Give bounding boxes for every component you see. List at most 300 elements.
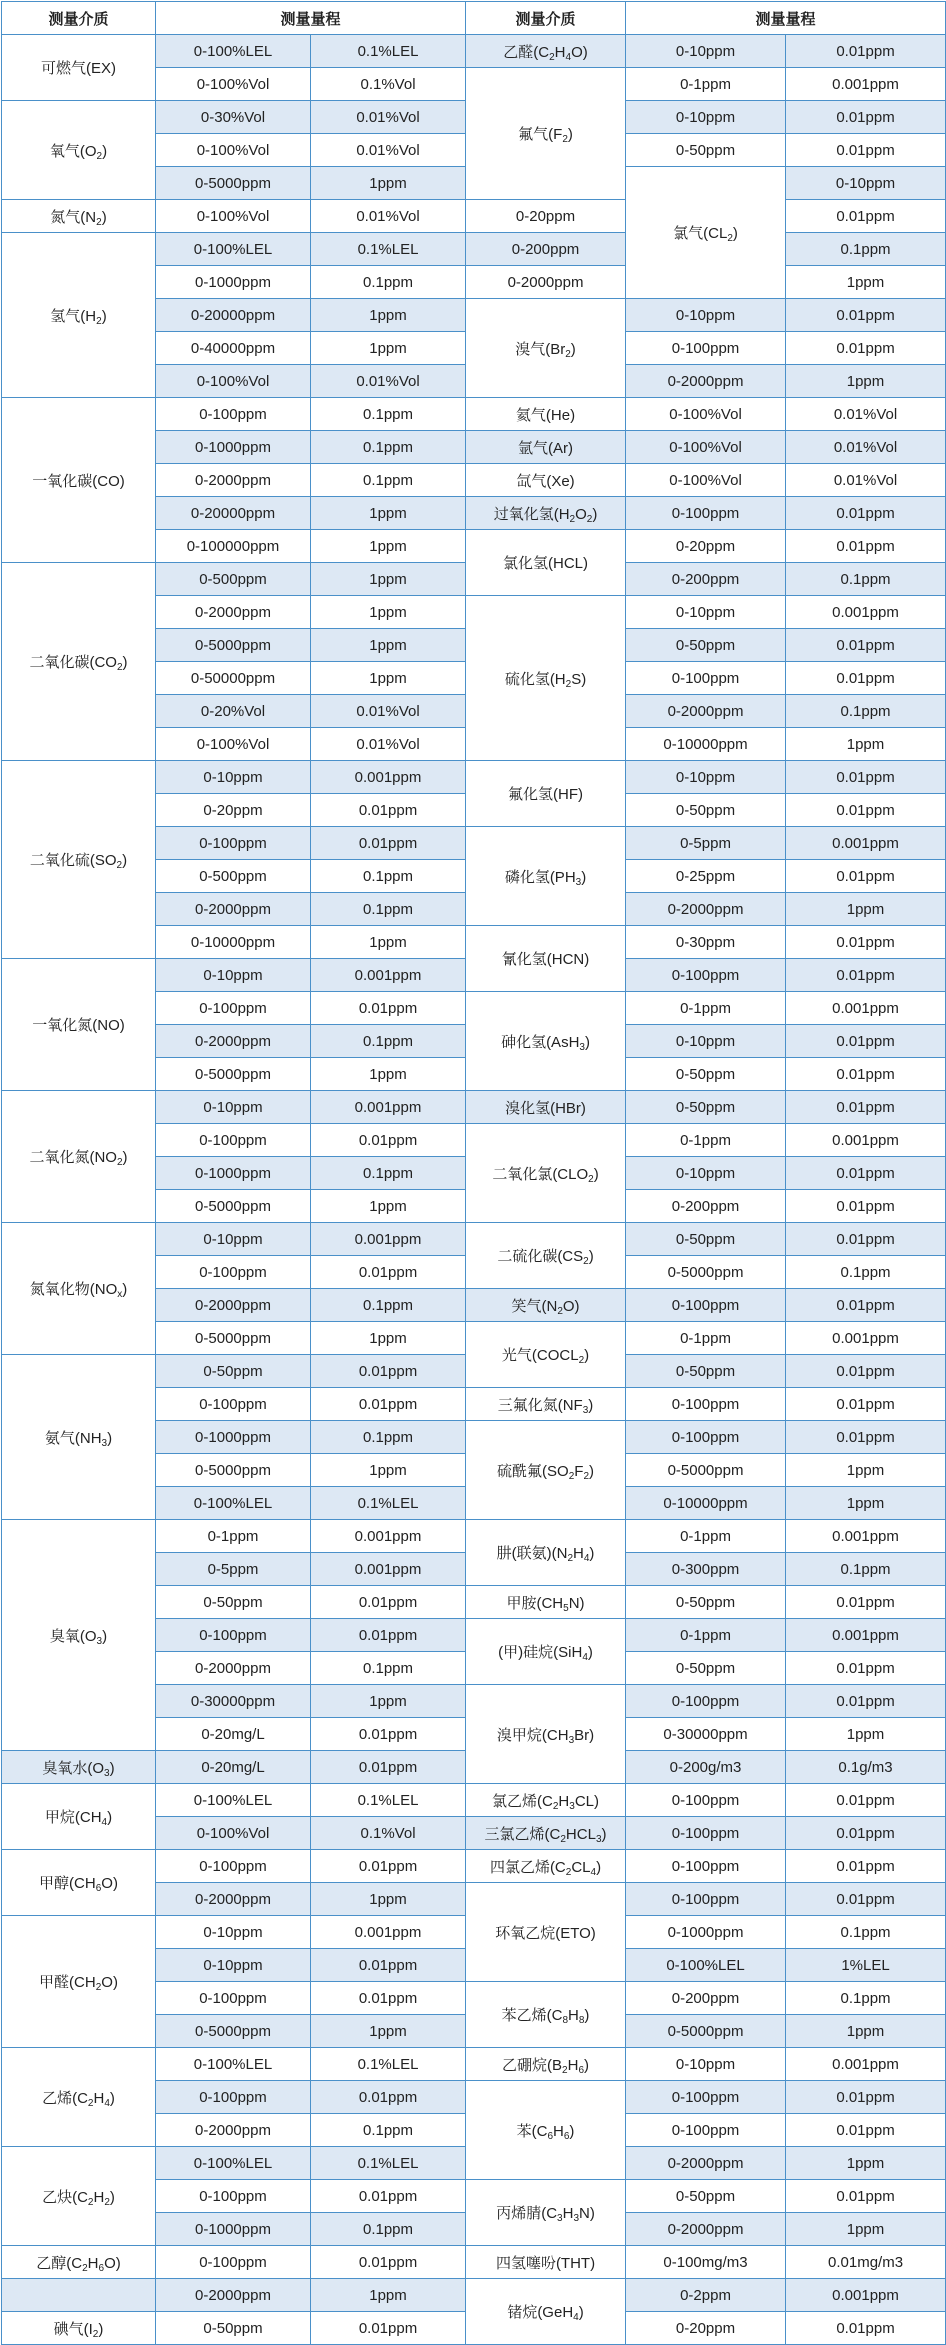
range-value-left: 0-5000ppm: [156, 1322, 311, 1355]
gas-name-text: ): [584, 2056, 589, 2074]
formula-subscript: 2: [727, 233, 733, 244]
gas-medium-right: [466, 68, 626, 200]
resolution-value-left: 0.01%Vol: [311, 695, 466, 728]
gas-name-text: H: [573, 1545, 584, 1562]
range-value-right: 0-200ppm: [626, 1190, 786, 1223]
formula-subscript: 4: [104, 2097, 110, 2109]
table-row: [2, 1223, 946, 1256]
gas-name-text: H: [93, 2188, 105, 2206]
range-value-right: 0-20ppm: [466, 200, 626, 233]
resolution-value-left: 0.01ppm: [311, 1586, 466, 1619]
resolution-value-right: 0.01ppm: [786, 1190, 946, 1223]
range-value-left: 0-1000ppm: [156, 2213, 311, 2246]
gas-name-text: ): [101, 208, 107, 226]
range-value-left: 0-20mg/L: [156, 1718, 311, 1751]
gas-medium-right: [466, 1883, 626, 1982]
range-value-left: 0-2000ppm: [156, 2279, 311, 2312]
resolution-value-right: 0.01ppm: [786, 926, 946, 959]
resolution-value-left: 0.01%Vol: [311, 101, 466, 134]
range-value-right: 0-10000ppm: [626, 1487, 786, 1520]
range-value-left: 0-100%LEL: [156, 1784, 311, 1817]
range-value-left: 0-2000ppm: [156, 596, 311, 629]
formula-subscript: 8: [578, 2015, 585, 2026]
gas-medium-right: [466, 398, 626, 431]
range-value-right: 0-100%Vol: [626, 464, 786, 497]
gas-name-text: ): [122, 1281, 128, 1298]
formula-subscript: 2: [549, 51, 555, 63]
resolution-value-right: 0.01ppm: [786, 2180, 946, 2213]
range-value-right: 0-100ppm: [626, 662, 786, 695]
range-value-right: 0-50ppm: [626, 1652, 786, 1685]
gas-medium-right: [466, 431, 626, 464]
table-row: [2, 1091, 946, 1124]
gas-name-text: S): [571, 670, 587, 688]
resolution-value-right: 0.001ppm: [786, 1322, 946, 1355]
gas-medium-right: [466, 2279, 626, 2345]
gas-name-text: N): [568, 1594, 585, 1612]
gas-name-text: 乙醇(C: [36, 2254, 83, 2272]
resolution-value-left: 0.01ppm: [311, 2246, 466, 2279]
range-value-left: 0-20ppm: [156, 794, 311, 827]
gas-medium-right: [466, 1421, 626, 1520]
resolution-value-left: 0.1%LEL: [311, 1487, 466, 1520]
resolution-value-left: 0.1%LEL: [311, 35, 466, 68]
range-value-right: 0-5000ppm: [626, 1454, 786, 1487]
gas-name-text: ): [584, 2007, 590, 2024]
formula-subscript: 2: [96, 150, 103, 162]
range-value-left: 0-2000ppm: [156, 2114, 311, 2147]
resolution-value-left: 1ppm: [311, 563, 466, 596]
gas-medium-right: [466, 2048, 626, 2081]
gas-medium-right: [466, 827, 626, 926]
gas-name-text: H: [553, 2122, 564, 2140]
resolution-value-left: 0.1ppm: [311, 266, 466, 299]
resolution-value-right: 0.01ppm: [786, 101, 946, 134]
resolution-value-left: 1ppm: [311, 1454, 466, 1487]
range-value-left: 0-100ppm: [156, 1982, 311, 2015]
resolution-value-left: 0.01ppm: [311, 1388, 466, 1421]
gas-name-text: 碘气(I: [53, 2320, 93, 2338]
gas-medium-right: [466, 1091, 626, 1124]
gas-medium-left: [2, 2312, 156, 2345]
gas-medium-left: [2, 959, 156, 1091]
range-value-left: 0-50ppm: [156, 1586, 311, 1619]
range-value-right: 0-100ppm: [626, 332, 786, 365]
formula-subscript: 2: [95, 1982, 102, 1993]
formula-subscript: 2: [569, 513, 576, 525]
range-value-left: 0-500ppm: [156, 860, 311, 893]
gas-name-text: ): [589, 1462, 594, 1480]
range-value-right: 0-5000ppm: [626, 2015, 786, 2048]
range-value-left: 0-100%Vol: [156, 68, 311, 101]
formula-subscript: 2: [82, 2262, 88, 2274]
range-value-right: 0-1ppm: [626, 992, 786, 1025]
gas-name-text: ): [102, 142, 108, 160]
formula-subscript: 2: [96, 315, 102, 327]
resolution-value-right: 0.001ppm: [786, 827, 946, 860]
gas-medium-left: [2, 1091, 156, 1223]
range-value-right: 0-20ppm: [626, 530, 786, 563]
gas-name-text: 氟化氢(HF): [508, 786, 584, 803]
gas-name-text: ): [107, 1429, 113, 1447]
range-value-left: 0-1ppm: [156, 1520, 311, 1553]
formula-subscript: 3: [557, 2213, 563, 2224]
gas-medium-right: [466, 299, 626, 398]
resolution-value-right: 0.01ppm: [786, 1421, 946, 1454]
range-value-left: 0-5000ppm: [156, 629, 311, 662]
range-value-left: 0-100%LEL: [156, 233, 311, 266]
gas-name-text: ): [578, 2304, 584, 2321]
gas-name-text: 甲烷(CH: [44, 1809, 102, 1826]
range-value-right: 0-2000ppm: [626, 2147, 786, 2180]
resolution-value-left: 0.01ppm: [311, 1355, 466, 1388]
gas-name-text: HCL: [565, 1825, 596, 1843]
gas-name-text: 氢气(H: [50, 307, 97, 325]
gas-name-text: ): [601, 1825, 607, 1843]
gas-name-text: 臭氧水(O: [42, 1759, 105, 1777]
gas-name-text: 氟气(F: [518, 126, 563, 143]
gas-medium-right: [466, 761, 626, 827]
resolution-value-right: 0.01ppm: [786, 794, 946, 827]
range-value-left: 0-20000ppm: [156, 497, 311, 530]
gas-name-text: 臭氧(O: [49, 1627, 97, 1645]
header-range-left: 测量量程: [156, 2, 466, 35]
table-row: [2, 2279, 946, 2312]
formula-subscript: 3: [96, 1635, 103, 1647]
range-value-right: 0-5000ppm: [626, 1256, 786, 1289]
resolution-value-right: 0.01ppm: [786, 134, 946, 167]
resolution-value-right: 0.1ppm: [786, 1553, 946, 1586]
range-value-right: 0-10ppm: [626, 761, 786, 794]
range-value-right: 0-1ppm: [626, 1124, 786, 1157]
resolution-value-right: 0.01ppm: [786, 1091, 946, 1124]
range-value-right: 0-100ppm: [626, 1784, 786, 1817]
range-value-right: 0-10ppm: [786, 167, 946, 200]
resolution-value-right: 0.1ppm: [786, 1982, 946, 2015]
formula-subscript: 4: [582, 1652, 588, 1663]
formula-subscript: 2: [552, 1800, 559, 1812]
resolution-value-right: 1ppm: [786, 1487, 946, 1520]
formula-subscript: 2: [560, 1833, 566, 1845]
resolution-value-right: 0.01ppm: [786, 1388, 946, 1421]
gas-name-text: 二硫化碳(CS: [497, 1248, 584, 1265]
range-value-right: 0-1ppm: [626, 1619, 786, 1652]
range-value-right: 0-50ppm: [626, 1058, 786, 1091]
gas-medium-right: [466, 596, 626, 761]
resolution-value-left: 0.01ppm: [311, 1619, 466, 1652]
gas-name-text: ): [109, 2089, 115, 2107]
range-value-right: 0-100ppm: [626, 1817, 786, 1850]
range-value-right: 0-100mg/m3: [626, 2246, 786, 2279]
resolution-value-right: 0.01mg/m3: [786, 2246, 946, 2279]
range-value-left: 0-100%Vol: [156, 134, 311, 167]
range-value-left: 0-5000ppm: [156, 167, 311, 200]
resolution-value-left: 1ppm: [311, 497, 466, 530]
gas-name-text: 锗烷(GeH: [507, 2304, 574, 2321]
resolution-value-right: 0.001ppm: [786, 68, 946, 101]
range-value-right: 0-2000ppm: [626, 2213, 786, 2246]
formula-subscript: 4: [583, 1553, 590, 1564]
range-value-left: 0-5000ppm: [156, 2015, 311, 2048]
gas-medium-left: [2, 1520, 156, 1751]
range-value-right: 0-1ppm: [626, 68, 786, 101]
formula-subscript: 6: [95, 1883, 102, 1894]
range-value-left: 0-10ppm: [156, 959, 311, 992]
resolution-value-right: 0.01ppm: [786, 1784, 946, 1817]
resolution-value-left: 0.1ppm: [311, 1289, 466, 1322]
resolution-value-left: 1ppm: [311, 2015, 466, 2048]
gas-name-text: H: [93, 2089, 105, 2107]
resolution-value-right: 0.01ppm: [786, 1289, 946, 1322]
range-value-left: 0-100000ppm: [156, 530, 311, 563]
resolution-value-right: 0.1ppm: [786, 1256, 946, 1289]
resolution-value-left: 0.1%LEL: [311, 2147, 466, 2180]
gas-name-text: ): [584, 1033, 590, 1051]
gas-name-text: 甲胺(CH: [506, 1594, 564, 1612]
resolution-value-left: 0.001ppm: [311, 1091, 466, 1124]
formula-subscript: 2: [116, 1157, 123, 1168]
range-value-left: 0-100ppm: [156, 2180, 311, 2213]
resolution-value-right: 0.01%Vol: [786, 431, 946, 464]
gas-medium-right: [466, 1223, 626, 1289]
resolution-value-left: 1ppm: [311, 2279, 466, 2312]
resolution-value-right: 0.001ppm: [786, 596, 946, 629]
formula-subscript: 3: [568, 1734, 575, 1746]
gas-medium-left: [2, 563, 156, 761]
resolution-value-right: 1ppm: [786, 1454, 946, 1487]
gas-medium-right: [466, 1586, 626, 1619]
range-value-left: 0-100%LEL: [156, 2048, 311, 2081]
range-value-left: 0-20000ppm: [156, 299, 311, 332]
range-value-right: 0-200ppm: [626, 563, 786, 596]
gas-name-text: ): [107, 1809, 113, 1826]
resolution-value-left: 1ppm: [311, 1190, 466, 1223]
gas-medium-left: [2, 2246, 156, 2279]
resolution-value-left: 1ppm: [311, 926, 466, 959]
range-value-right: 0-30ppm: [626, 926, 786, 959]
resolution-value-left: 0.1%LEL: [311, 233, 466, 266]
gas-name-text: 甲醛(CH: [39, 1974, 96, 1991]
formula-subscript: 2: [565, 1866, 572, 1878]
gas-medium-right: [466, 992, 626, 1091]
gas-name-text: 氙气(Xe): [516, 472, 575, 490]
range-value-right: 0-25ppm: [626, 860, 786, 893]
formula-subscript: 2: [116, 662, 123, 673]
table-row: [2, 35, 946, 68]
formula-subscript: 2: [562, 134, 568, 145]
resolution-value-left: 1ppm: [311, 332, 466, 365]
range-value-left: 0-40000ppm: [156, 332, 311, 365]
gas-name-text: CL): [574, 1792, 599, 1810]
resolution-value-right: 0.001ppm: [786, 1124, 946, 1157]
resolution-value-right: 0.001ppm: [786, 992, 946, 1025]
gas-name-text: F: [574, 1462, 584, 1480]
gas-name-text: ): [587, 1644, 593, 1661]
gas-name-text: ): [588, 1248, 594, 1265]
formula-subscript: 2: [583, 1470, 589, 1482]
resolution-value-left: 0.1ppm: [311, 1652, 466, 1685]
range-value-left: 0-100%Vol: [156, 365, 311, 398]
resolution-value-right: 1ppm: [786, 728, 946, 761]
resolution-value-left: 0.01ppm: [311, 992, 466, 1025]
gas-medium-left: [2, 761, 156, 959]
formula-subscript: 3: [582, 1404, 589, 1416]
gas-name-text: 二氧化硫(SO: [29, 852, 117, 869]
resolution-value-left: 0.001ppm: [311, 761, 466, 794]
range-value-right: 0-50ppm: [626, 134, 786, 167]
table-row: [2, 233, 946, 266]
gas-medium-right: [466, 1850, 626, 1883]
formula-subscript: 3: [573, 2213, 579, 2224]
gas-name-text: 丙烯腈(C: [496, 2205, 558, 2222]
gas-name-text: ): [569, 2122, 575, 2140]
gas-name-text: 磷化氢(PH: [504, 868, 576, 886]
gas-name-text: H: [558, 1792, 570, 1810]
formula-subscript: 2: [562, 2064, 568, 2076]
gas-medium-left: [2, 1751, 156, 1784]
range-value-left: 0-1000ppm: [156, 431, 311, 464]
gas-name-text: H: [562, 2205, 574, 2222]
resolution-value-left: 0.1%Vol: [311, 68, 466, 101]
gas-name-text: 四氯乙烯(C: [489, 1858, 566, 1876]
gas-name-text: 氮气(N: [50, 208, 97, 226]
formula-subscript: 2: [588, 1173, 594, 1185]
resolution-value-right: 0.001ppm: [786, 1619, 946, 1652]
formula-subscript: 3: [579, 1041, 585, 1053]
formula-subscript: 2: [87, 2097, 94, 2109]
range-value-right: 0-2ppm: [626, 2279, 786, 2312]
gas-name-text: 三氯乙烯(C: [484, 1825, 561, 1843]
range-value-right: 0-100ppm: [626, 1850, 786, 1883]
gas-name-text: O): [104, 2254, 121, 2272]
gas-name-text: ): [588, 1396, 594, 1414]
range-value-right: 0-100ppm: [626, 1289, 786, 1322]
gas-name-text: O): [101, 1974, 118, 1991]
resolution-value-left: 1ppm: [311, 530, 466, 563]
gas-medium-right: [466, 1322, 626, 1388]
resolution-value-left: 0.1%LEL: [311, 2048, 466, 2081]
table-row: [2, 1520, 946, 1553]
gas-name-text: 三氟化氮(NF: [497, 1396, 583, 1414]
gas-name-text: 氯乙烯(C: [492, 1792, 553, 1810]
resolution-value-left: 1ppm: [311, 596, 466, 629]
resolution-value-right: 0.01ppm: [786, 1850, 946, 1883]
gas-name-text: 氮氧化物(NO: [29, 1281, 118, 1298]
resolution-value-left: 1ppm: [311, 1685, 466, 1718]
range-value-left: 0-100%LEL: [156, 35, 311, 68]
formula-subscript: 4: [101, 1817, 108, 1828]
resolution-value-right: 0.001ppm: [786, 1520, 946, 1553]
range-value-left: 0-2000ppm: [156, 1289, 311, 1322]
gas-name-text: H: [554, 43, 566, 61]
gas-medium-left: [2, 2147, 156, 2246]
gas-name-text: 一氧化氮(NO): [32, 1017, 125, 1034]
gas-medium-right: [626, 167, 786, 299]
gas-medium-right: [466, 35, 626, 68]
gas-name-text: 一氧化碳(CO): [32, 472, 125, 490]
gas-name-text: O): [101, 1875, 118, 1892]
gas-medium-right: [466, 1784, 626, 1817]
range-value-right: 0-50ppm: [626, 1091, 786, 1124]
resolution-value-right: 0.01ppm: [786, 1883, 946, 1916]
gas-medium-right: [466, 464, 626, 497]
gas-name-text: 环氧乙烷(ETO): [495, 1924, 596, 1942]
resolution-value-left: 0.1ppm: [311, 2213, 466, 2246]
resolution-value-left: 0.01ppm: [311, 1256, 466, 1289]
range-value-left: 0-10ppm: [156, 1949, 311, 1982]
gas-name-text: 砷化氢(AsH: [501, 1033, 580, 1051]
gas-name-text: 乙醛(C: [503, 43, 550, 61]
range-value-left: 0-100ppm: [156, 1124, 311, 1157]
table-row: [2, 398, 946, 431]
gas-name-text: 氨气(NH: [44, 1429, 102, 1447]
range-value-left: 0-2000ppm: [156, 1652, 311, 1685]
gas-name-text: ): [732, 225, 738, 242]
resolution-value-left: 0.01%Vol: [311, 728, 466, 761]
formula-subscript: 3: [595, 1833, 602, 1845]
gas-medium-left: [2, 1784, 156, 1850]
gas-name-text: ): [593, 1165, 599, 1183]
resolution-value-right: 0.01%Vol: [786, 464, 946, 497]
resolution-value-left: 1ppm: [311, 662, 466, 695]
range-value-left: 0-100ppm: [156, 1256, 311, 1289]
range-value-right: 0-100%Vol: [626, 431, 786, 464]
range-value-left: 0-100ppm: [156, 827, 311, 860]
gas-name-text: ): [122, 1149, 128, 1166]
gas-name-text: 硫酰氟(SO: [497, 1462, 569, 1480]
gas-medium-left: [2, 2279, 156, 2312]
gas-name-text: 苯乙烯(C: [501, 2007, 563, 2024]
resolution-value-left: 0.01ppm: [311, 2081, 466, 2114]
gas-medium-right: [466, 1817, 626, 1850]
resolution-value-right: 0.01ppm: [786, 332, 946, 365]
gas-name-text: 氧气(O: [49, 142, 97, 160]
range-value-left: 0-100ppm: [156, 1619, 311, 1652]
resolution-value-right: 0.01ppm: [786, 629, 946, 662]
range-value-right: 0-100ppm: [626, 2114, 786, 2147]
range-value-left: 0-2000ppm: [156, 1883, 311, 1916]
range-value-left: 0-50ppm: [156, 1355, 311, 1388]
range-value-right: 0-2000ppm: [466, 266, 626, 299]
resolution-value-right: 0.1g/m3: [786, 1751, 946, 1784]
formula-subscript: 3: [569, 1800, 575, 1812]
resolution-value-right: 0.01ppm: [786, 761, 946, 794]
resolution-value-left: 0.01ppm: [311, 1982, 466, 2015]
gas-name-text: ): [567, 126, 573, 143]
header-range-right: 测量量程: [626, 2, 946, 35]
formula-subscript: 2: [116, 860, 123, 871]
gas-name-text: 四氢噻吩(THT): [495, 2254, 596, 2272]
range-value-right: 0-100ppm: [626, 959, 786, 992]
range-value-right: 0-10ppm: [626, 2048, 786, 2081]
gas-medium-right: [466, 1289, 626, 1322]
gas-medium-left: [2, 101, 156, 200]
range-value-left: 0-2000ppm: [156, 464, 311, 497]
range-value-right: 0-50ppm: [626, 1355, 786, 1388]
gas-medium-left: [2, 2048, 156, 2147]
gas-name-text: ): [102, 1627, 108, 1645]
resolution-value-left: 0.01ppm: [311, 827, 466, 860]
formula-subscript: 2: [96, 216, 102, 228]
gas-medium-left: [2, 233, 156, 398]
gas-name-text: ): [581, 868, 587, 886]
range-value-left: 0-100ppm: [156, 398, 311, 431]
range-value-left: 0-2000ppm: [156, 1025, 311, 1058]
resolution-value-right: 0.01ppm: [786, 497, 946, 530]
range-value-right: 0-1000ppm: [626, 1916, 786, 1949]
table-row: [2, 200, 946, 233]
range-value-right: 0-20ppm: [626, 2312, 786, 2345]
